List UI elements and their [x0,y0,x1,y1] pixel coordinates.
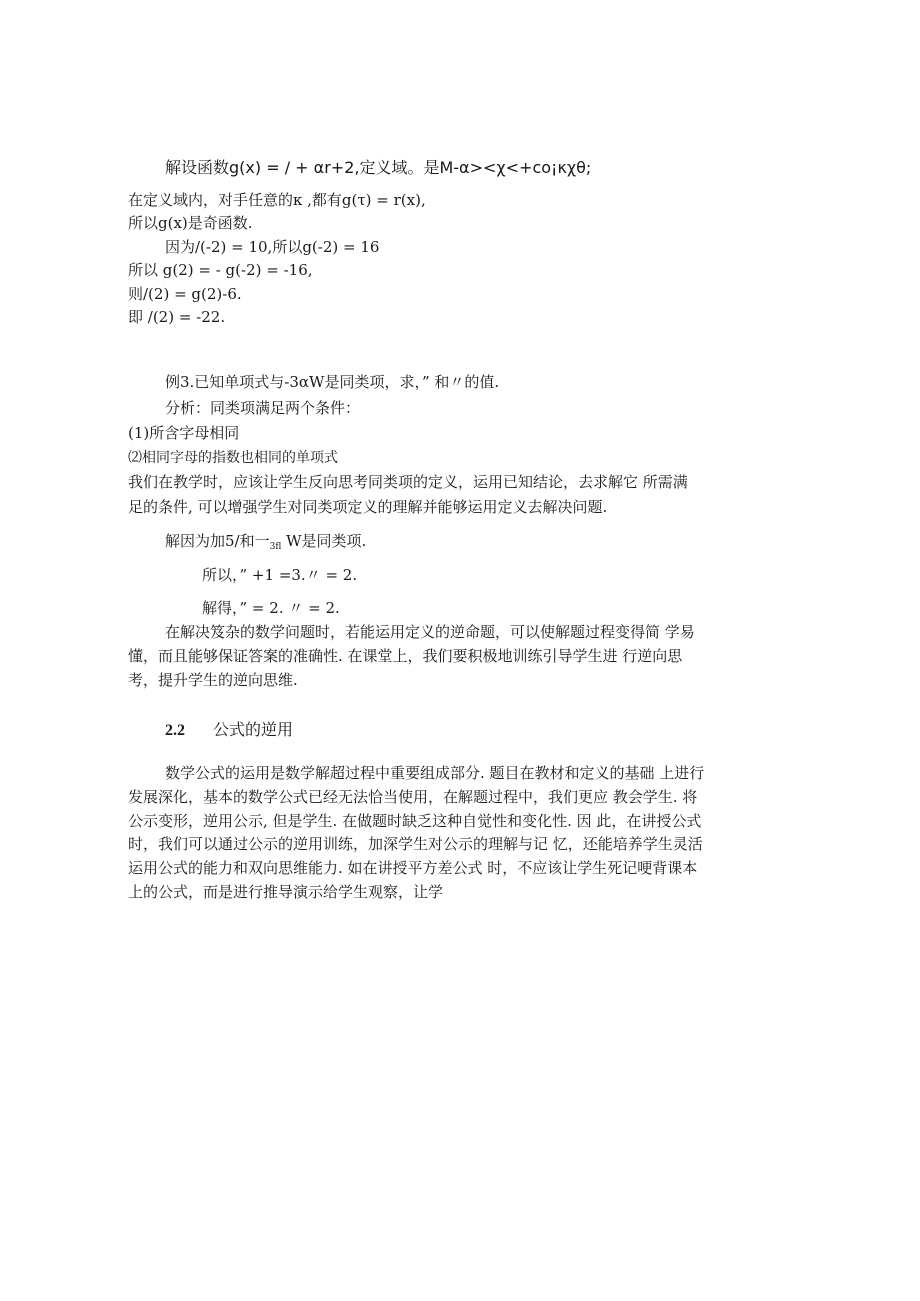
example-3-conclusion-line-1: 在解决笈杂的数学问题时，若能运用定义的逆命题，可以使解题过程变得简 学易 [165,623,695,641]
section-number: 2.2 [165,722,185,739]
solution-line-6: 则/(2) = g(2)-6. [128,285,242,303]
example-3-solution-line-2: 所以，” +1 =3.〃 = 2. [202,566,358,584]
example-3-paragraph-line-1: 我们在教学时，应该让学生反向思考同类项的定义，运用已知结论，去求解它 所需满 [128,473,688,491]
solution-line-3: 所以g(x)是奇函数. [128,214,253,232]
formula-paragraph-line-5: 运用公式的能力和双向思维能力. 如在讲授平方差公式 时，不应该让学生死记哽背课本 [128,859,698,877]
example-3-paragraph-line-2: 足的条件, 可以增强学生对同类项定义的理解并能够运用定义去解决问题. [128,498,608,516]
formula-paragraph-line-2: 发展深化，基本的数学公式已经无法恰当使用，在解题过程中，我们更应 教会学生. 将 [128,788,698,806]
example-3-condition-2: ⑵相同字母的指数也相同的单项式 [128,450,338,466]
subscript-3fl: 3fl [269,542,282,552]
formula-paragraph-line-3: 公示变形，逆用公示, 但是学生. 在做题时缺乏这种自觉性和变化性. 因 此，在讲授公式 [128,812,702,830]
example-3-solution-line-3: 解得，” = 2. 〃 = 2. [202,599,340,617]
solution-line-7: 即 /(2) = -22. [128,308,226,326]
solution-line-1: 解设函数g(x) = ∕ + αr+2,定义域。是M-α><χ<+co¡κχθ; [165,158,592,177]
formula-paragraph-line-1: 数学公式的运用是数学解超过程中重要组成部分. 题目在教材和定义的基础 上进行 [165,764,705,782]
solution-line-5: 所以 g(2) = - g(-2) = -16, [128,261,313,279]
section-heading [165,720,293,741]
solution-line-4: 因为/(-2) = 10,所以g(-2) = 16 [165,238,380,256]
example-3-solution-line-1 [165,531,366,557]
example-3-analysis: 分析：同类项满足两个条件： [165,399,361,417]
formula-paragraph-line-6: 上的公式，而是进行推导演示给学生观察，让学 [128,883,444,901]
formula-paragraph-line-4: 时，我们可以通过公示的逆用训练，加深学生对公示的理解与记 忆，还能培养学生灵活 [128,835,703,853]
solution-prefix: 解因为加5/和一 [165,532,270,550]
example-3-statement: 例3.已知单项式与-3αW是同类项，求，” 和〃的值. [165,373,500,391]
solution-suffix: W是同类项. [281,532,367,550]
solution-line-2: 在定义域内，对手任意的κ ,都有g(τ) = r(x), [128,191,426,209]
example-3-condition-1: (1)所含字母相同 [128,424,240,442]
example-3-conclusion-line-3: 考，提升学生的逆向思维. [128,671,298,689]
example-3-conclusion-line-2: 懂，而且能够保证答案的准确性. 在课堂上，我们要积极地训练引导学生进 行逆向思 [128,647,683,665]
section-title: 公式的逆用 [213,720,294,739]
